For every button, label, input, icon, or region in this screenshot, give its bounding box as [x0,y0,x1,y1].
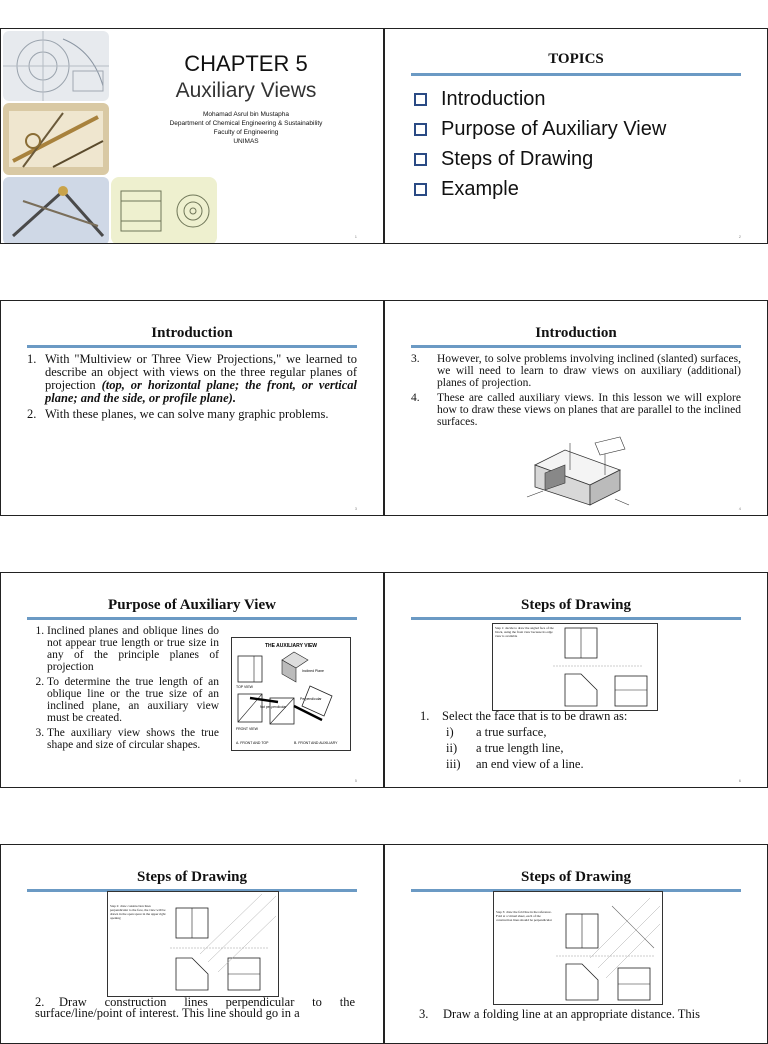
not-perpendicular-label: Not per-pendicular [260,705,287,709]
page-number: 5 [354,778,357,783]
checkbox-bullet-icon [414,183,427,196]
chapter-subtitle: Auxiliary Views [175,79,317,102]
topic-label: Introduction [441,88,546,110]
step-3-text [419,1007,745,1021]
department-name: Department of Chemical Engineering & Sustainability [169,120,323,127]
slide-4 [384,300,768,516]
topic-label: Example [441,178,519,200]
item-text: With these planes, we can solve many graphic problems. [45,407,329,421]
page-number: 3 [354,506,357,511]
isometric-block-figure [525,435,631,509]
slide-title: Purpose of Auxiliary View [108,597,276,613]
perpendicular-label: Perpendicular [300,697,322,701]
slide-5 [0,572,384,788]
list-item: 2. To determine the true length of an oblique line or the true size of an inclined plane, an auxiliary view must be created. [47,676,219,724]
sub-text: a true length line, [476,741,564,755]
caption-b: B. FRONT AND AUXILIARY [294,741,338,745]
slide-title: Steps of Drawing [136,869,247,885]
item-body: With "Multiview or Three View Projections," we learned to describe an object with views on the three regular planes of projection [45,352,357,392]
step-1-figure [492,623,658,711]
sub-number: i) [446,725,454,739]
step-body: Draw a folding line at an appropriate distance. This [443,1007,700,1021]
topic-label: Steps of Drawing [441,148,594,170]
topic-label: Purpose of Auxiliary View [441,118,667,140]
intro-list [27,353,357,424]
title-rule [27,345,357,348]
page-number: 4 [738,506,741,511]
auxiliary-view-figure [231,637,351,751]
list-item: 3. The auxiliary view shows the true shape and size of circular shapes. [47,727,219,751]
page-number: 2 [738,234,741,239]
item-emphasis: (top, or horizontal plane; the front, or vertical plane; and the side, or profile plane). [45,378,358,405]
step-2-text [35,997,355,1019]
list-item: 1. Inclined planes and oblique lines do not appear true length or true size in any of the principle planes of projection [47,625,219,673]
top-view-label: TOP VIEW [236,685,253,689]
purpose-list [27,625,219,754]
sub-item [420,740,627,756]
figure-note: Step 1: decide to draw the angled face of the block, using the front view because its edge view is available [495,626,554,638]
slide-title: Steps of Drawing [520,597,631,613]
step-3-figure [493,891,663,1005]
item-number: 2. [27,407,37,421]
step-line [420,708,627,724]
author-name: Mohamad Asrul bin Mustapha [203,111,289,118]
page-number: 6 [738,778,741,783]
slide-7 [0,844,384,1044]
item-number: 1. [27,352,37,366]
chapter-title: CHAPTER 5 [184,51,308,76]
university-name: UNIMAS [233,138,259,145]
topics-title: TOPICS [548,51,604,67]
item-number: 3. [411,353,420,365]
sub-number: ii) [446,741,458,755]
step-number: 2. [35,995,45,1009]
sub-text: an end view of a line. [476,757,584,771]
step-body: Draw construction lines perpendicular to the surface/line/point of interest. This line should go in a [35,995,355,1020]
inclined-plane-label: Inclined Plane [302,669,324,673]
sub-item [420,724,627,740]
list-item [27,353,357,405]
item-text: However, to solve problems involving inclined (slanted) surfaces, we will need to learn to draw views on auxiliary (additional) planes of projection. [437,353,741,389]
title-rule [411,617,741,620]
step-body: Select the face that is to be drawn as: [442,709,628,723]
checkbox-bullet-icon [414,123,427,136]
figure-note: Step 2: draw construction lines perpendicular to the face, the view will be drawn in the open space in the upper right opening [110,904,166,920]
title-rule [411,73,741,76]
topics-list [414,84,666,204]
topic-item [414,174,666,204]
topic-item [414,114,666,144]
sub-text: a true surface, [476,725,547,739]
slide-title: Steps of Drawing [520,869,631,885]
faculty-name: Faculty of Engineering [213,129,279,136]
checkbox-bullet-icon [414,153,427,166]
step-2-figure [107,891,279,997]
list-item [27,408,357,421]
step-number: 1. [420,709,430,723]
figure-note: Step 3: draw the fold line in the reference. Fold at a virtual sheet, each of the construction lines should be perpendicular [496,910,552,922]
page-number: 1 [354,234,357,239]
title-rule [27,617,357,620]
slide-title: Introduction [151,325,233,341]
sub-number: iii) [446,757,461,771]
sub-item [420,756,627,772]
list-item [411,392,741,428]
front-view-label: FRONT VIEW [236,727,258,731]
slide-title: Introduction [535,325,617,341]
caption-a: A. FRONT AND TOP [236,741,269,745]
intro-list [411,353,741,428]
item-text: These are called auxiliary views. In this lesson we will explore how to draw these views on planes that are parallel to the inclined surfaces. [437,392,741,428]
checkbox-bullet-icon [414,93,427,106]
step-number: 3. [419,1007,429,1021]
slide-3 [0,300,384,516]
topic-item [414,84,666,114]
title-rule [411,345,741,348]
figure-title: THE AUXILIARY VIEW [264,643,318,649]
topic-item [414,144,666,174]
step-1-text [420,708,627,772]
item-text [45,353,357,405]
slide-1 [0,28,384,244]
list-item [411,353,741,389]
slide-8 [384,844,768,1044]
item-number: 4. [411,392,420,404]
